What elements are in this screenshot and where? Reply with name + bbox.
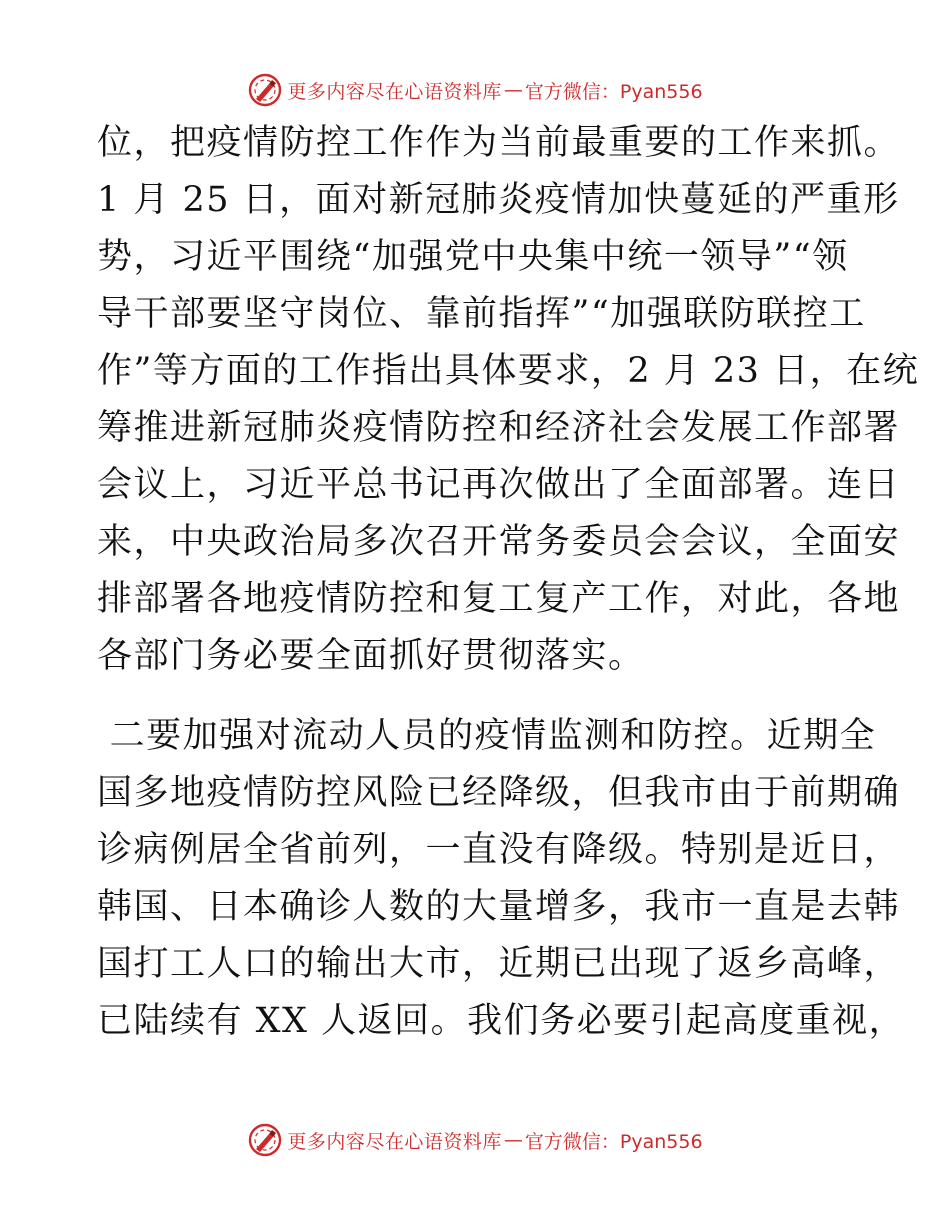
text-line: 排部署各地疫情防控和复工复产工作，对此，各地 <box>97 579 901 619</box>
text-line: 诊病例居全省前列，一直没有降级。特别是近日， <box>97 830 901 870</box>
paragraph-2 <box>97 708 906 1050</box>
watermark-main-text: 更多内容尽在心语资料库 <box>287 1130 502 1153</box>
text-line: 势，习近平围绕“加强党中央集中统一领导”“领 <box>97 237 849 277</box>
text-line: 1 月 25 日，面对新冠肺炎疫情加快蔓延的严重形 <box>97 180 900 220</box>
text-line: 会议上，习近平总书记再次做出了全面部署。连日 <box>97 465 901 505</box>
paragraph-1 <box>97 115 920 685</box>
watermark-footer <box>0 1120 950 1160</box>
text-line: 位，把疫情防控工作作为当前最重要的工作来抓。 <box>97 123 901 163</box>
text-line: 已陆续有 XX 人返回。我们务必要引起高度重视， <box>97 1001 906 1041</box>
text-line: 筹推进新冠肺炎疫情防控和经济社会发展工作部署 <box>97 408 901 448</box>
watermark-dash: — <box>503 79 523 101</box>
text-line: 国多地疫情防控风险已经降级，但我市由于前期确 <box>97 773 901 813</box>
watermark-dash: — <box>503 1129 523 1151</box>
paragraph-gap <box>97 685 853 708</box>
text-line: 韩国、日本确诊人数的大量增多，我市一直是去韩 <box>97 887 901 927</box>
watermark-main-text: 更多内容尽在心语资料库 <box>287 80 502 103</box>
text-line: 二要加强对流动人员的疫情监测和防控。近期全 <box>97 716 877 756</box>
watermark-wechat-text: 官方微信：Pyan556 <box>524 1130 703 1153</box>
text-line: 来，中央政治局多次召开常务委员会会议，全面安 <box>97 522 901 562</box>
watermark-wechat-text: 官方微信：Pyan556 <box>524 80 703 103</box>
text-line: 导干部要坚守岗位、靠前指挥”“加强联防联控工 <box>97 294 866 334</box>
pen-logo-icon <box>247 72 283 108</box>
pen-logo-icon <box>247 1122 283 1158</box>
text-line: 各部门务必要全面抓好贯彻落实。 <box>97 636 645 676</box>
text-line: 作”等方面的工作指出具体要求，2 月 23 日，在统 <box>97 351 920 391</box>
document-body <box>97 115 920 1115</box>
text-line: 国打工人口的输出大市，近期已出现了返乡高峰， <box>97 944 901 984</box>
watermark-header <box>0 70 950 110</box>
